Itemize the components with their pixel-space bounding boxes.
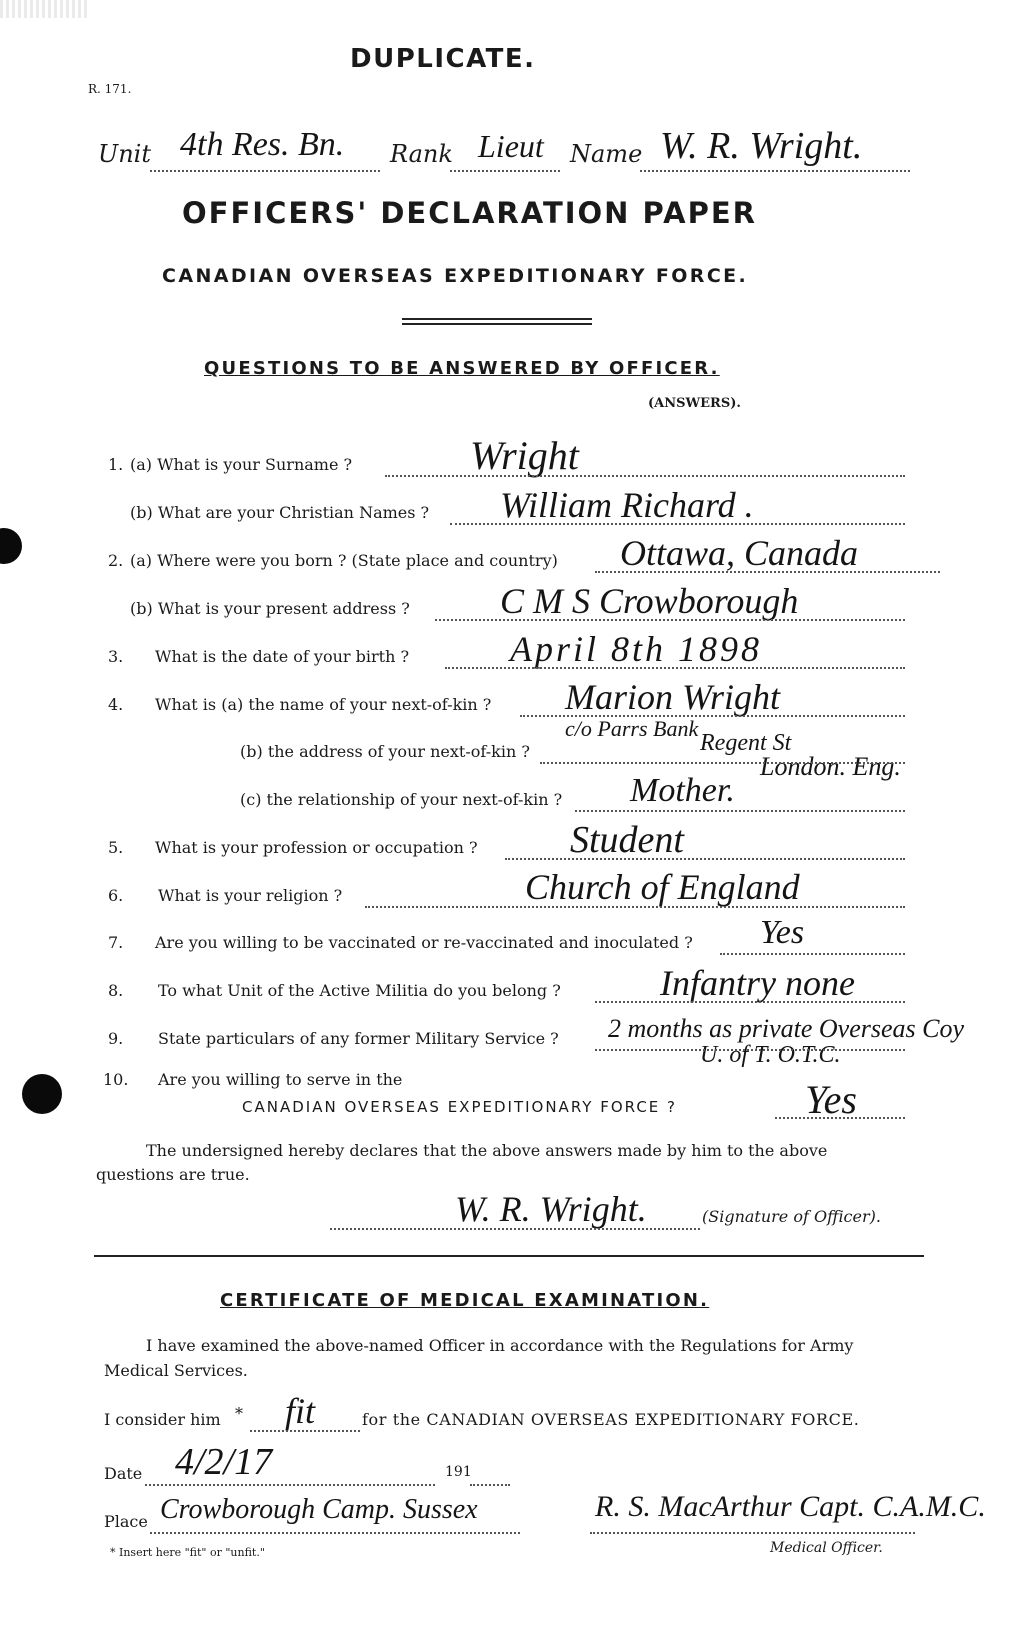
consider-line — [250, 1430, 360, 1432]
double-rule-top — [402, 318, 592, 320]
answer-occupation: Student — [570, 819, 684, 861]
medical-officer-line — [590, 1532, 915, 1534]
footnote: * Insert here "fit" or "unfit." — [110, 1546, 265, 1559]
rank-value: Lieut — [478, 128, 544, 164]
scan-edge — [0, 0, 90, 18]
question-text: What is your profession or occupation ? — [155, 838, 478, 857]
question-text: (a) What is your Surname ? — [130, 455, 353, 474]
question-number: 8. — [108, 981, 124, 1000]
question-number: 7. — [108, 933, 124, 952]
answer-willing-to-serve: Yes — [805, 1077, 857, 1122]
question-text: Are you willing to serve in the — [158, 1070, 403, 1089]
answer-surname: Wright — [470, 433, 579, 478]
answer-birthplace: Ottawa, Canada — [620, 533, 859, 573]
answer-line — [505, 858, 905, 860]
answer-religion: Church of England — [525, 867, 800, 907]
answer-line — [595, 571, 940, 573]
answer-kin-address-line2: Regent St — [700, 730, 792, 756]
name-value: W. R. Wright. — [660, 125, 863, 167]
answer-line — [575, 810, 905, 812]
question-number: 3. — [108, 647, 124, 666]
rank-label: Rank — [390, 140, 453, 168]
question-number: 4. — [108, 695, 124, 714]
answer-vaccination: Yes — [760, 914, 805, 951]
question-number: 5. — [108, 838, 124, 857]
question-number: 2. — [108, 551, 124, 570]
medical-officer-signature: R. S. MacArthur Capt. C.A.M.C. — [595, 1490, 986, 1523]
place-label: Place — [104, 1512, 148, 1531]
answer-line — [540, 762, 905, 764]
answer-present-address: C M S Crowborough — [500, 581, 799, 621]
declaration-text-line1: The undersigned hereby declares that the above answers made by him to the above — [146, 1141, 828, 1160]
answer-kin-address: c/o Parrs Bank — [565, 716, 699, 741]
consider-asterisk: * — [235, 1404, 243, 1423]
consider-suffix: for the CANADIAN OVERSEAS EXPEDITIONARY FORCE. — [362, 1410, 860, 1429]
consider-label: I consider him — [104, 1410, 221, 1429]
question-number: 1. — [108, 455, 124, 474]
answer-birth-date: April 8th 1898 — [510, 629, 763, 669]
force-subtitle: CANADIAN OVERSEAS EXPEDITIONARY FORCE. — [162, 265, 749, 287]
answer-line — [365, 906, 905, 908]
question-text-line2: CANADIAN OVERSEAS EXPEDITIONARY FORCE ? — [242, 1098, 678, 1116]
answer-line — [450, 523, 905, 525]
name-dotted-line — [640, 170, 910, 172]
answer-militia-unit: Infantry none — [660, 963, 855, 1003]
section-divider — [94, 1255, 924, 1257]
question-text: Are you willing to be vaccinated or re-vaccinated and inoculated ? — [155, 933, 693, 952]
answers-heading: (ANSWERS). — [648, 396, 741, 411]
answer-line — [720, 953, 905, 955]
answer-next-of-kin: Marion Wright — [565, 677, 781, 717]
unit-value: 4th Res. Bn. — [180, 126, 345, 163]
duplicate-stamp: DUPLICATE. — [350, 44, 536, 74]
question-text: (a) Where were you born ? (State place and country) — [130, 551, 558, 570]
main-title: OFFICERS' DECLARATION PAPER — [182, 196, 757, 230]
answer-christian-names: William Richard . — [500, 485, 754, 525]
question-number: 10. — [103, 1070, 129, 1089]
answer-kin-relationship: Mother. — [630, 772, 735, 809]
question-text: (b) What are your Christian Names ? — [130, 503, 430, 522]
name-label: Name — [570, 140, 643, 168]
medical-title: CERTIFICATE OF MEDICAL EXAMINATION. — [220, 1290, 710, 1311]
question-text: What is your religion ? — [158, 886, 343, 905]
year-line — [470, 1484, 510, 1486]
answer-line — [595, 1049, 905, 1051]
consider-value: fit — [285, 1391, 316, 1431]
place-value: Crowborough Camp. Sussex — [160, 1494, 478, 1525]
medical-text-line2: Medical Services. — [104, 1361, 248, 1380]
medical-officer-label: Medical Officer. — [770, 1540, 883, 1556]
answer-line — [775, 1117, 905, 1119]
question-text: (b) the address of your next-of-kin ? — [240, 742, 530, 761]
answer-kin-address-line3: London. Eng. — [760, 752, 901, 781]
answer-former-service-line2: U. of T. O.T.C. — [700, 1042, 841, 1068]
answer-line — [435, 619, 905, 621]
question-text: (c) the relationship of your next-of-kin ? — [240, 790, 563, 809]
signature-label: (Signature of Officer). — [702, 1207, 881, 1226]
date-value: 4/2/17 — [175, 1441, 273, 1483]
question-number: 9. — [108, 1029, 124, 1048]
answer-line — [385, 475, 905, 477]
signature-line — [330, 1228, 700, 1230]
officer-signature: W. R. Wright. — [455, 1189, 647, 1229]
date-label: Date — [104, 1464, 143, 1483]
question-number: 6. — [108, 886, 124, 905]
year-prefix: 191 — [445, 1464, 472, 1480]
unit-label: Unit — [98, 140, 152, 168]
double-rule-bottom — [402, 323, 592, 325]
unit-dotted-line — [150, 170, 380, 172]
answer-former-service: 2 months as private Overseas Coy — [608, 1014, 965, 1043]
answer-line — [595, 1001, 905, 1003]
question-text: (b) What is your present address ? — [130, 599, 410, 618]
rank-dotted-line — [450, 170, 560, 172]
answer-line — [445, 667, 905, 669]
questions-heading: QUESTIONS TO BE ANSWERED BY OFFICER. — [204, 358, 720, 379]
date-line — [145, 1484, 435, 1486]
punch-hole-bottom — [22, 1074, 62, 1114]
question-text: What is (a) the name of your next-of-kin ? — [155, 695, 492, 714]
medical-text-line1: I have examined the above-named Officer in accordance with the Regulations for Army — [146, 1336, 854, 1355]
form-number: R. 171. — [88, 82, 132, 96]
punch-hole-top — [0, 528, 22, 564]
question-text: State particulars of any former Military Service ? — [158, 1029, 559, 1048]
question-text: What is the date of your birth ? — [155, 647, 410, 666]
declaration-text-line2: questions are true. — [96, 1165, 250, 1184]
place-line — [150, 1532, 520, 1534]
question-text: To what Unit of the Active Militia do you belong ? — [158, 981, 561, 1000]
